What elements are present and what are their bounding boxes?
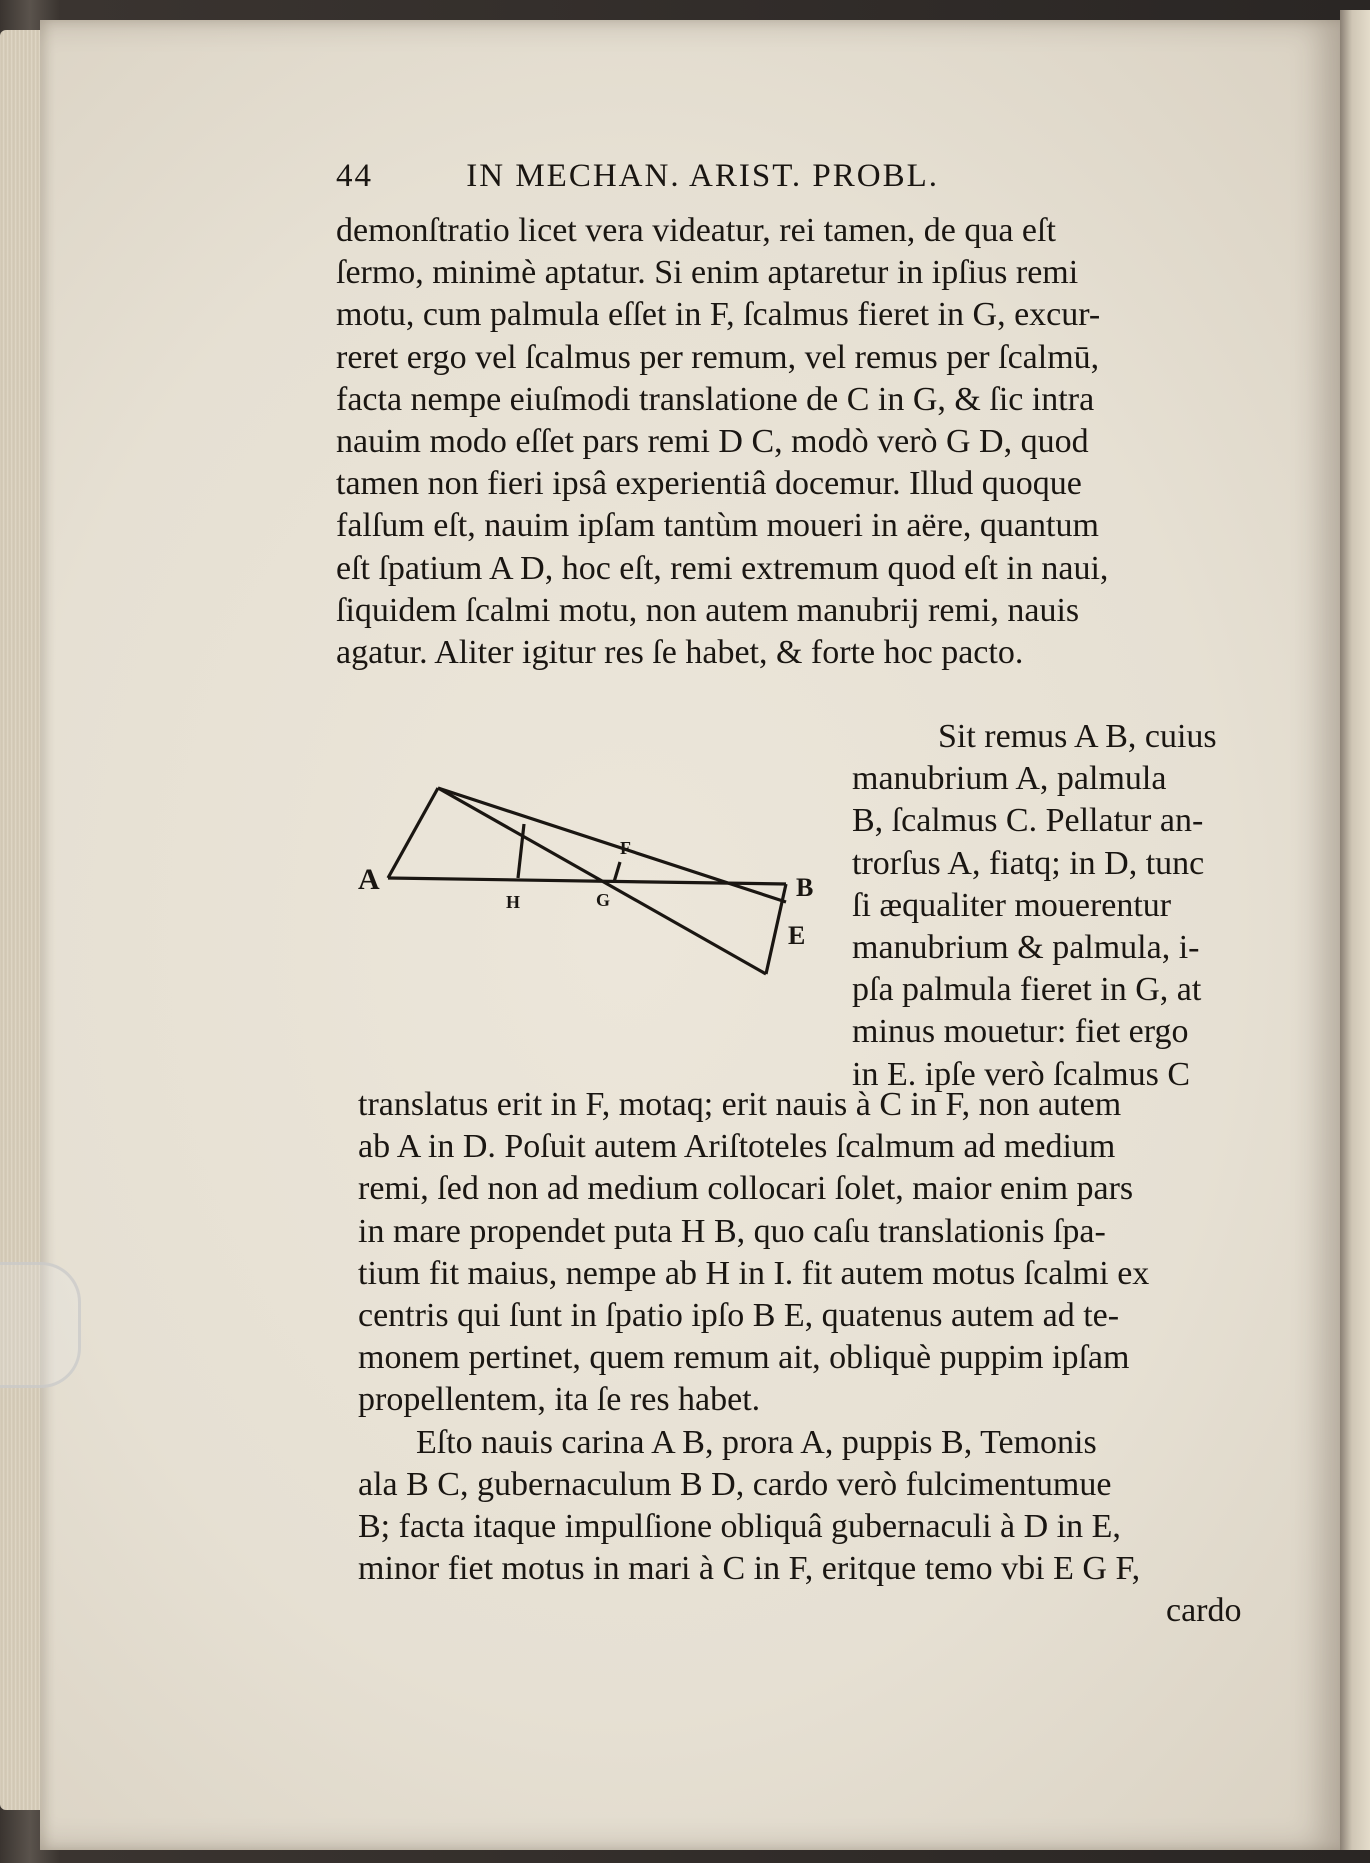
- label-g: G: [596, 890, 611, 910]
- text-line: remi, ſed non ad medium collocari ſolet, maior enim pars: [358, 1170, 1134, 1208]
- text-line: in E. ipſe verò ſcalmus C: [852, 1055, 1191, 1093]
- text-line: B, ſcalmus C. Pellatur an-: [852, 802, 1204, 840]
- text-line: monem pertinet, quem remum ait, obliquè puppim ipſam: [358, 1339, 1130, 1377]
- running-head-title: IN MECHAN. ARIST. PROBL.: [466, 158, 940, 194]
- text-line: tium fit maius, nempe ab H in I. fit autem motus ſcalmi ex: [358, 1254, 1150, 1292]
- text-line: ala B C, gubernaculum B D, cardo verò fulcimentumue: [358, 1465, 1112, 1503]
- text-line: minor fiet motus in mari à C in F, eritque temo vbi E G F,: [358, 1550, 1141, 1588]
- text-line: trorſus A, fiatq; in D, tunc: [852, 844, 1205, 882]
- text-line: translatus erit in F, motaq; erit nauis à C in F, non autem: [358, 1086, 1122, 1123]
- text-line: nauim modo eſſet pars remi D C, modò verò G D, quod: [336, 422, 1089, 460]
- text-line: demonſtratio licet vera videatur, rei tamen, de qua eſt: [336, 212, 1056, 249]
- text-line: ab A in D. Poſuit autem Ariſtoteles ſcalmum ad medium: [358, 1128, 1116, 1166]
- label-f: F: [620, 838, 631, 858]
- text-line: ſiquidem ſcalmi motu, non autem manubrij remi, nauis: [336, 591, 1080, 629]
- text-line: facta nempe eiuſmodi translatione de C in G, & ſic intra: [336, 380, 1095, 418]
- text-line: tamen non fieri ipsâ experientiâ docemur. Illud quoque: [336, 465, 1082, 503]
- text-line: Sit remus A B, cuius: [938, 718, 1217, 755]
- text-line: falſum eſt, nauim ipſam tantùm moueri in aëre, quantum: [336, 507, 1099, 545]
- text-block-top: [336, 210, 1108, 674]
- label-e: E: [788, 921, 806, 950]
- label-b: B: [796, 873, 814, 902]
- text-block-bottom: [358, 1084, 1242, 1632]
- label-a: A: [358, 863, 380, 896]
- label-h: H: [506, 892, 521, 912]
- text-line: pſa palmula fieret in G, at: [852, 971, 1202, 1009]
- text-line: propellentem, ita ſe res habet.: [358, 1381, 761, 1419]
- page-clip: [0, 1262, 81, 1388]
- facing-page-edge: [1340, 10, 1370, 1850]
- text-line: Eſto nauis carina A B, prora A, puppis B, Temonis: [416, 1423, 1097, 1461]
- text-line: agatur. Aliter igitur res ſe habet, & forte hoc pacto.: [336, 633, 1024, 671]
- text-line: manubrium & palmula, i-: [852, 928, 1200, 966]
- line-ad: [388, 788, 438, 878]
- text-line: minus mouetur: fiet ergo: [852, 1013, 1189, 1051]
- text-line: in mare propendet puta H B, quo caſu translationis ſpa-: [358, 1212, 1106, 1250]
- text-line: ſermo, minimè aptatur. Si enim aptaretur in ipſius remi: [336, 254, 1079, 292]
- running-head: [336, 158, 1076, 195]
- text-line: centris qui ſunt in ſpatio ipſo B E, quatenus autem ad te-: [358, 1296, 1120, 1334]
- text-line: B; facta itaque impulſione obliquâ gubernaculi à D in E,: [358, 1507, 1121, 1545]
- text-block-right: [852, 716, 1217, 1096]
- text-line: reret ergo vel ſcalmus per remum, vel remus per ſcalmū,: [336, 338, 1100, 376]
- oar-diagram: [358, 762, 828, 992]
- text-line: ſi æqualiter mouerentur: [852, 886, 1172, 924]
- catchword: cardo: [1166, 1592, 1242, 1630]
- text-line: motu, cum palmula eſſet in F, ſcalmus fieret in G, excur-: [336, 296, 1101, 334]
- line-f: [614, 862, 620, 882]
- text-line: eſt ſpatium A D, hoc eſt, remi extremum quod eſt in naui,: [336, 549, 1109, 587]
- text-line: manubrium A, palmula: [852, 760, 1167, 798]
- page-number: 44: [336, 158, 373, 194]
